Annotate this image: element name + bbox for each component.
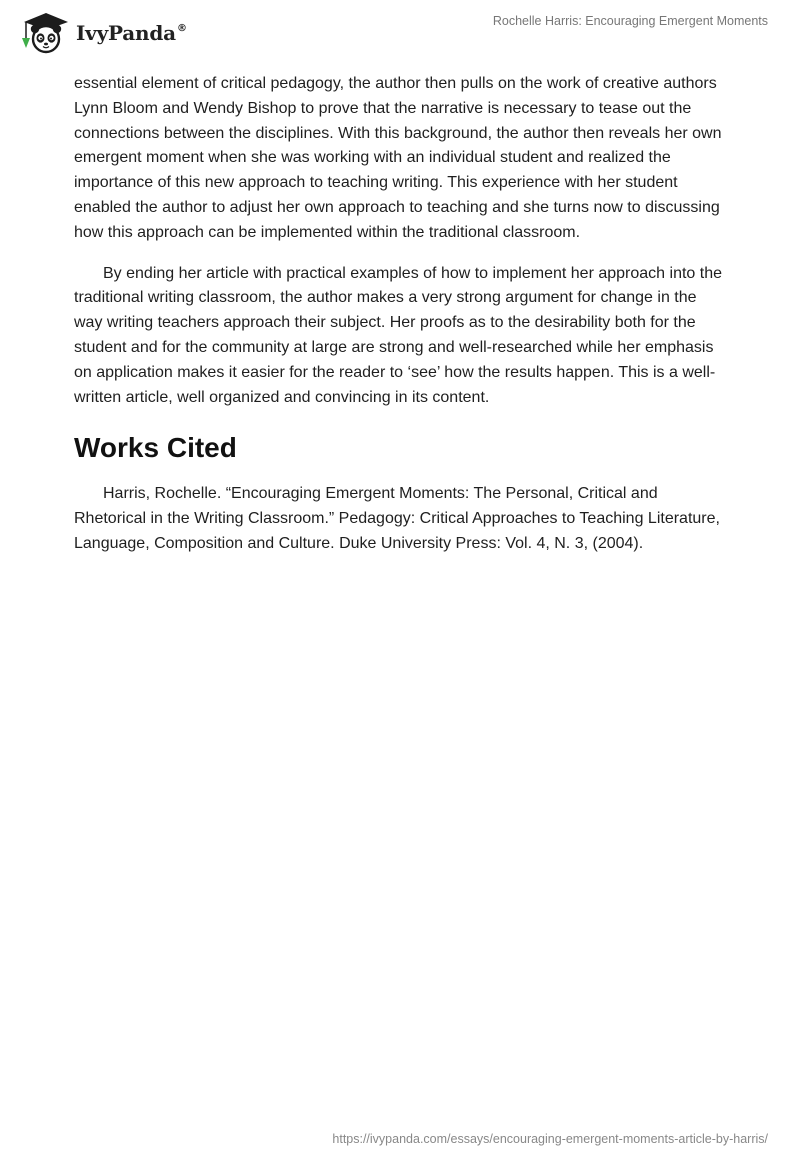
page-header <box>0 0 800 64</box>
body-paragraph: essential element of critical pedagogy, the author then pulls on the work of creative authors Lynn Bloom and Wendy Bishop to prove that the narrative is necessary to tease out the connections between the disciplines. With this background, the author then reveals her own emergent moment when she was working with an individual student and realized the importance of this new approach to teaching writing. This experience with her student enabled the author to adjust her own approach to teaching and she turns now to discussing how this approach can be implemented within the traditional classroom. <box>74 75 722 241</box>
logo-text: IvyPanda <box>76 21 176 45</box>
logo-wordmark <box>76 21 187 45</box>
essay-content <box>74 72 728 573</box>
citation-entry: Harris, Rochelle. “Encouraging Emergent Moments: The Personal, Critical and Rhetorical in the Writing Classroom.” Pedagogy: Critical Approaches to Teaching Literature, Language, Composition and Culture. Duke University Press: Vol. 4, N. 3, (2004). <box>74 485 720 552</box>
works-cited-heading: Works Cited <box>74 432 237 464</box>
ivypanda-logo[interactable] <box>16 8 187 56</box>
body-paragraph: By ending her article with practical examples of how to implement her approach into the traditional writing classroom, the author makes a very strong argument for change in the way writing teachers approach their subject. Her proofs as to the desirability both for the student and for the community at large are strong and well-researched while her emphasis on application makes it easier for the reader to ‘see’ how the results happen. This is a well-written article, well organized and convincing in its content. <box>74 264 722 406</box>
running-title: Rochelle Harris: Encouraging Emergent Moments <box>492 14 768 28</box>
source-url[interactable]: https://ivypanda.com/essays/encouraging-emergent-moments-article-by-harris/ <box>332 1132 768 1146</box>
registered-mark: ® <box>176 23 187 34</box>
panda-graduate-icon <box>16 8 72 56</box>
